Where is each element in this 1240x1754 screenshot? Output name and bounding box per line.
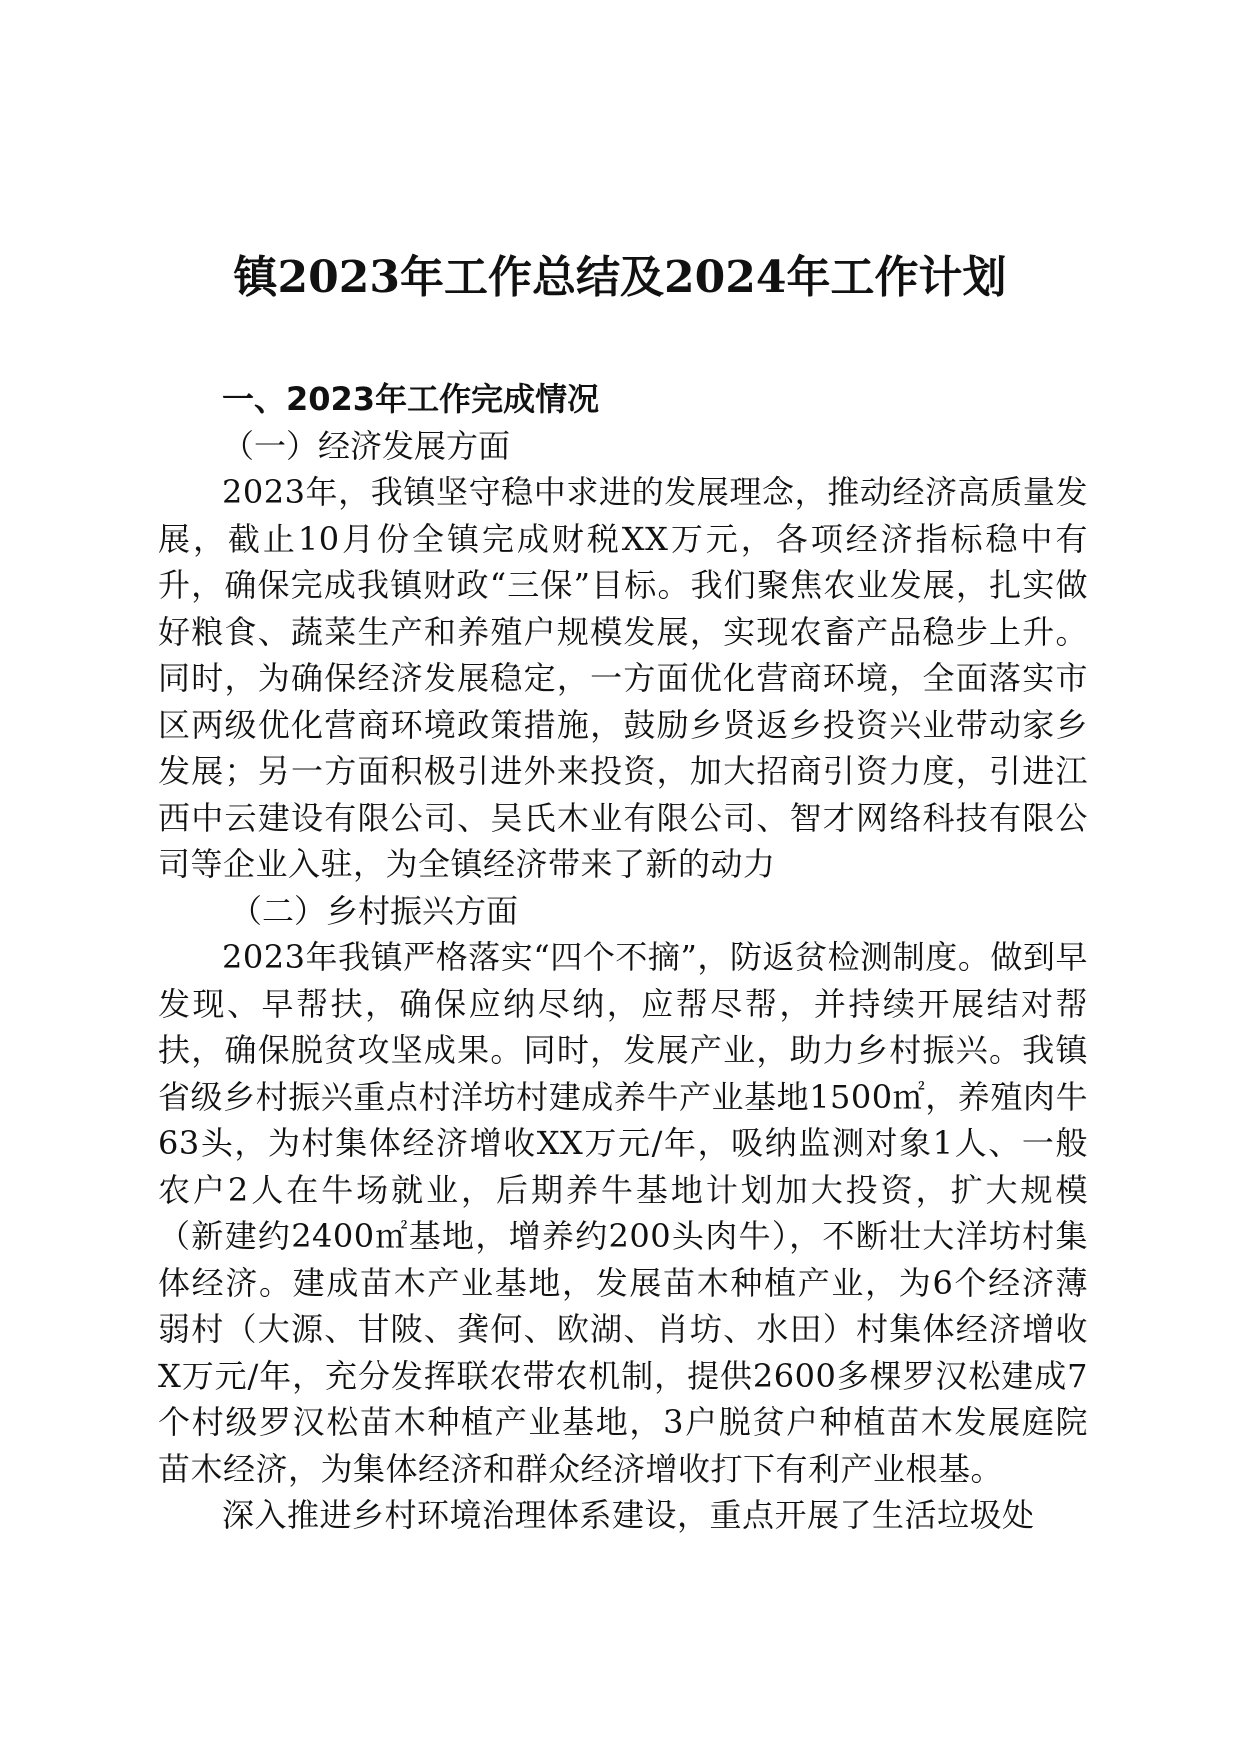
subsection-heading-rural-revitalization: （二）乡村振兴方面 — [230, 891, 519, 930]
document-body — [158, 376, 1088, 1539]
document-title: 镇2023年工作总结及2024年工作计划 — [233, 252, 1007, 303]
subsection-heading-economy: （一）经济发展方面 — [222, 426, 511, 465]
paragraph-environment: 深入推进乡村环境治理体系建设，重点开展了生活垃圾处 — [222, 1496, 1035, 1534]
paragraph-rural-revitalization: 2023年我镇严格落实“四个不摘”，防返贫检测制度。做到早发现、早帮扶，确保应纳尽纳，应帮尽帮，并持续开展结对帮扶，确保脱贫攻坚成果。同时，发展产业，助力乡村振兴。我镇省级乡村振兴重点村洋坊村建成养牛产业基地1500㎡，养殖肉牛63头，为村集体经济增收XX万元/年，吸纳监测对象1人、一般农户2人在牛场就业，后期养牛基地计划加大投资，扩大规模（新建约2400㎡基地，增养约200头肉牛），不断壮大洋坊村集体经济。建成苗木产业基地，发展苗木种植产业，为6个经济薄弱村（大源、甘陂、龚何、欧湖、肖坊、水田）村集体经济增收X万元/年，充分发挥联农带农机制，提供2600多棵罗汉松建成7个村级罗汉松苗木种植产业基地，3户脱贫户种植苗木发展庭院苗木经济，为集体经济和群众经济增收打下有利产业根基。 — [158, 938, 1088, 1488]
section-heading-1: 一、2023年工作完成情况 — [222, 380, 600, 418]
paragraph-economy: 2023年，我镇坚守稳中求进的发展理念，推动经济高质量发展，截止10月份全镇完成财税XX万元，各项经济指标稳中有升，确保完成我镇财政“三保”目标。我们聚焦农业发展，扎实做好粮食、蔬菜生产和养殖户规模发展，实现农畜产品稳步上升。同时，为确保经济发展稳定，一方面优化营商环境，全面落实市区两级优化营商环境政策措施，鼓励乡贤返乡投资兴业带动家乡发展；另一方面积极引进外来投资，加大招商引资力度，引进江西中云建设有限公司、吴氏木业有限公司、智才网络科技有限公司等企业入驻，为全镇经济带来了新的动力 — [158, 473, 1088, 883]
